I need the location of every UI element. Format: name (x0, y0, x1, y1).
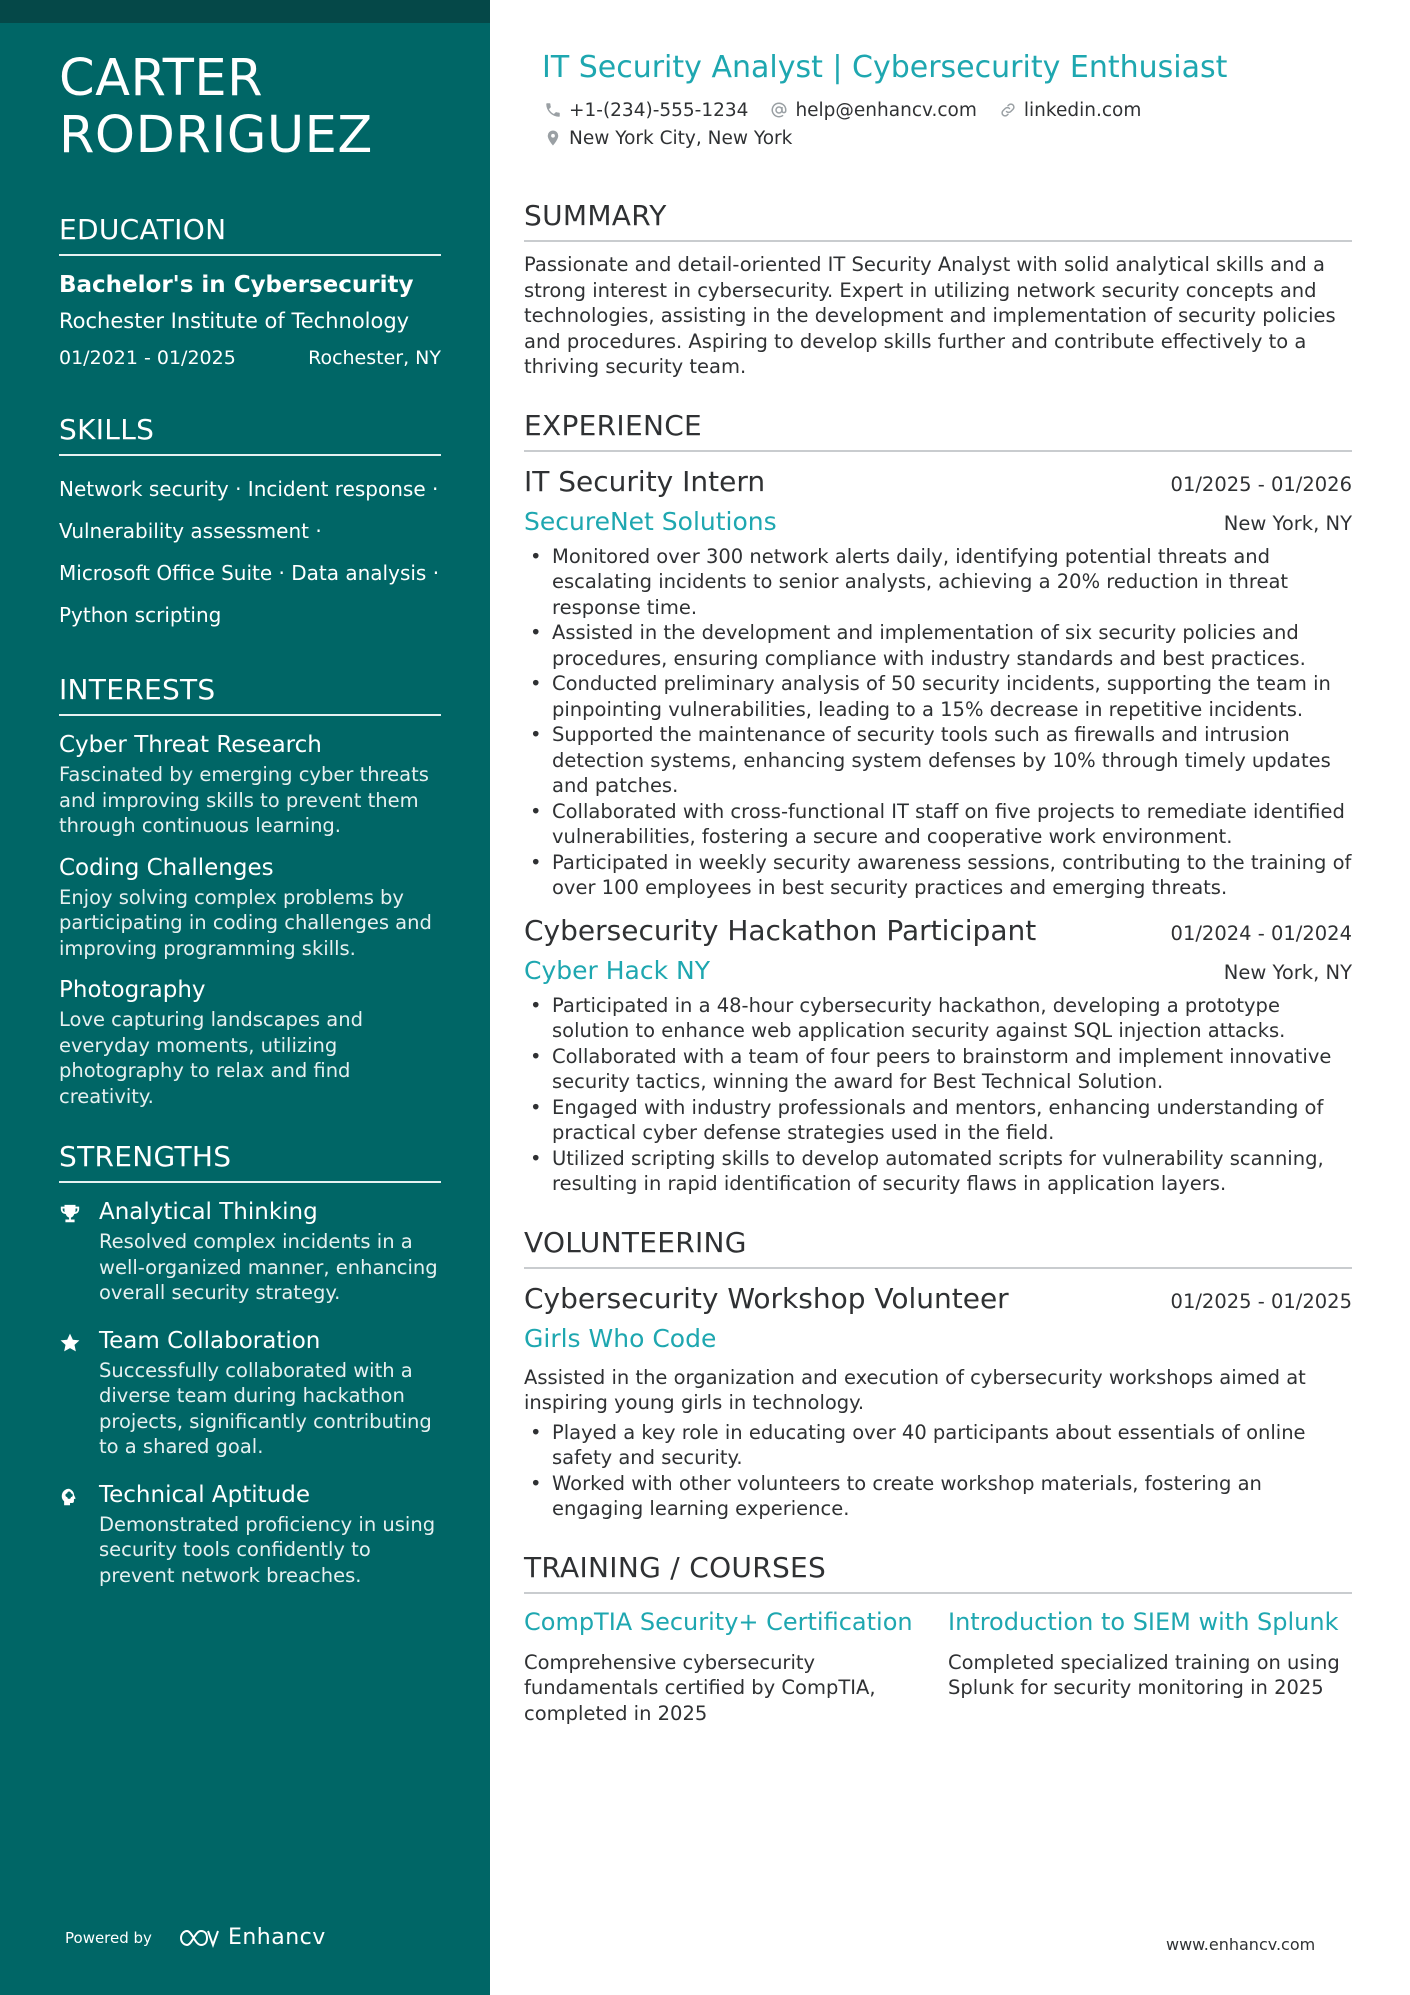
name-line-2: RODRIGUEZ (59, 106, 373, 165)
training-item (524, 1604, 924, 1727)
strength-item (59, 1195, 441, 1318)
company-name: Cyber Hack NY (524, 955, 710, 985)
training-title: Introduction to SIEM with Splunk (948, 1607, 1339, 1636)
bullet-item: • Participated in a 48-hour cybersecurity hackathon, developing a prototype solution to enhance web application security against SQL injection attacks. (524, 993, 1352, 1044)
name-line-1: CARTER (59, 49, 264, 108)
interest-description: Love capturing landscapes and everyday moments, utilizing photography to relax and find creativity. (59, 1008, 363, 1108)
experience-entry (524, 462, 1352, 901)
star-icon (59, 1324, 99, 1472)
strength-item (59, 1478, 441, 1601)
education-section (59, 212, 441, 376)
interest-title: Photography (59, 977, 206, 1003)
bullet-item: • Assisted in the development and implementation of six security policies and procedures, ensuring compliance with industry standards and best practices. (524, 620, 1352, 671)
skill-line: Microsoft Office Suite · Data analysis · (59, 561, 440, 585)
email-text: help@enhancv.com (795, 99, 977, 121)
education-meta (59, 340, 441, 376)
training-description: Comprehensive cybersecurity fundamentals certified by CompTIA, completed in 2025 (524, 1650, 876, 1725)
interests-section (59, 672, 441, 1109)
enhancv-brand-text: Enhancv (227, 1925, 326, 1950)
strength-description: Resolved complex incidents in a well-organized manner, enhancing overall security strategy. (99, 1230, 438, 1304)
linkedin-text: linkedin.com (1023, 99, 1142, 121)
job-bullets (524, 993, 1352, 1197)
job-location: New York, NY (1223, 511, 1352, 535)
skills-section (59, 412, 441, 636)
strengths-section (59, 1139, 441, 1600)
bullet-item: • Utilized scripting skills to develop automated scripts for vulnerability scanning, resulting in rapid identification of security flaws in application layers. (524, 1146, 1352, 1197)
skill-line: Python scripting (59, 603, 222, 627)
strength-title: Technical Aptitude (99, 1481, 311, 1508)
powered-by-footer (65, 1925, 326, 1950)
enhancv-logo[interactable] (178, 1925, 326, 1950)
volunteering-section (524, 1225, 1352, 1522)
skills-heading: SKILLS (59, 412, 441, 456)
location-contact (544, 128, 792, 149)
volunteer-bullets (524, 1420, 1352, 1522)
strength-item (59, 1324, 441, 1472)
company-name: SecureNet Solutions (524, 506, 777, 536)
volunteering-heading: VOLUNTEERING (524, 1225, 1352, 1269)
sidebar (0, 0, 490, 1995)
strength-description: Successfully collaborated with a diverse team during hackathon projects, significantly contributing to a shared goal. (99, 1358, 432, 1458)
at-icon (770, 101, 788, 119)
bullet-item: • Supported the maintenance of security tools such as firewalls and intrusion detection systems, enhancing system defenses by 10% through timely updates and patches. (524, 722, 1352, 799)
volunteer-description: Assisted in the organization and execution of cybersecurity workshops aimed at inspiring young girls in technology. (524, 1365, 1306, 1414)
link-icon (999, 101, 1017, 119)
bullet-item: • Collaborated with cross-functional IT staff on five projects to remediate identified vulnerabilities, fostering a secure and cooperative work environment. (524, 799, 1352, 850)
phone-icon (544, 101, 562, 119)
training-grid (524, 1604, 1352, 1727)
bullet-item: • Collaborated with a team of four peers to brainstorm and implement innovative security tactics, winning the award for Best Technical Solution. (524, 1044, 1352, 1095)
powered-by-label: Powered by (65, 1928, 152, 1947)
contact-info (524, 96, 1352, 152)
summary-section (524, 198, 1352, 380)
strengths-heading: STRENGTHS (59, 1139, 441, 1183)
job-dates: 01/2024 - 01/2024 (1170, 921, 1352, 945)
enhancv-logo-icon (178, 1927, 220, 1949)
main-content (524, 50, 1352, 1726)
bullet-item: • Engaged with industry professionals and mentors, enhancing understanding of practical cyber defense strategies used in the field. (524, 1095, 1352, 1146)
interest-title: Cyber Threat Research (59, 732, 322, 758)
skill-line: Vulnerability assessment · (59, 519, 322, 543)
training-title: CompTIA Security+ Certification (524, 1607, 913, 1636)
interest-title: Coding Challenges (59, 854, 274, 881)
training-heading: TRAINING / COURSES (524, 1550, 1352, 1594)
job-title: Cybersecurity Hackathon Participant (524, 913, 1037, 947)
phone-text: +1-(234)-555-1234 (569, 99, 749, 121)
location-text: New York City, New York (569, 127, 793, 149)
bullet-item: • Worked with other volunteers to create workshop materials, fostering an engaging learning experience. (524, 1471, 1352, 1522)
skill-line: Network security · Incident response · (59, 477, 439, 501)
training-item (948, 1604, 1352, 1727)
education-dates: 01/2021 - 01/2025 (59, 347, 236, 369)
volunteer-organization: Girls Who Code (524, 1323, 717, 1353)
linkedin-contact[interactable] (999, 100, 1141, 121)
bullet-item: • Played a key role in educating over 40 participants about essentials of online safety and security. (524, 1420, 1352, 1471)
experience-entry (524, 911, 1352, 1197)
volunteer-dates: 01/2025 - 01/2025 (1170, 1289, 1352, 1313)
footer-url[interactable]: www.enhancv.com (1166, 1935, 1316, 1954)
training-section (524, 1550, 1352, 1727)
phone-contact[interactable] (544, 100, 748, 121)
brain-icon (59, 1478, 99, 1601)
trophy-icon (59, 1195, 99, 1318)
education-location: Rochester, NY (308, 347, 441, 369)
interest-description: Fascinated by emerging cyber threats and improving skills to prevent them through continuous learning. (59, 763, 429, 837)
skills-list (59, 468, 441, 636)
map-pin-icon (544, 129, 562, 147)
candidate-name (59, 50, 441, 164)
job-location: New York, NY (1223, 960, 1352, 984)
bullet-item: • Monitored over 300 network alerts daily, identifying potential threats and escalating incidents to senior analysts, achieving a 20% reduction in threat response time. (524, 544, 1352, 621)
job-dates: 01/2025 - 01/2026 (1170, 472, 1352, 496)
strength-description: Demonstrated proficiency in using security tools confidently to prevent network breaches. (99, 1512, 436, 1587)
education-heading: EDUCATION (59, 212, 441, 256)
job-title: IT Security Intern (524, 464, 766, 498)
strength-title: Team Collaboration (99, 1327, 321, 1354)
bullet-item: • Participated in weekly security awareness sessions, contributing to the training of over 100 employees in best security practices and emerging threats. (524, 850, 1352, 901)
strength-title: Analytical Thinking (99, 1199, 318, 1225)
experience-section (524, 408, 1352, 1197)
volunteering-entry (524, 1279, 1352, 1522)
sidebar-top-bar (0, 0, 490, 23)
job-bullets (524, 544, 1352, 901)
experience-heading: EXPERIENCE (524, 408, 1352, 452)
bullet-item: • Conducted preliminary analysis of 50 security incidents, supporting the team in pinpointing vulnerabilities, leading to a 15% decrease in repetitive incidents. (524, 671, 1352, 722)
summary-text: Passionate and detail-oriented IT Security Analyst with solid analytical skills and a strong interest in cybersecurity. Expert in utilizing network security concepts and technologies, assisting in the development and implementation of security policies and procedures. Aspiring to develop skills further and contribute effectively to a thriving security team. (524, 253, 1336, 378)
volunteer-title: Cybersecurity Workshop Volunteer (524, 1281, 1009, 1315)
summary-heading: SUMMARY (524, 198, 1352, 242)
education-degree: Bachelor's in Cybersecurity (59, 272, 414, 298)
interest-description: Enjoy solving complex problems by participating in coding challenges and improving programming skills. (59, 885, 432, 960)
headline: IT Security Analyst | Cybersecurity Enthusiast (542, 50, 1228, 85)
email-contact[interactable] (770, 100, 976, 121)
training-description: Completed specialized training on using Splunk for security monitoring in 2025 (948, 1650, 1340, 1699)
interests-heading: INTERESTS (59, 672, 441, 716)
education-school: Rochester Institute of Technology (59, 309, 410, 333)
